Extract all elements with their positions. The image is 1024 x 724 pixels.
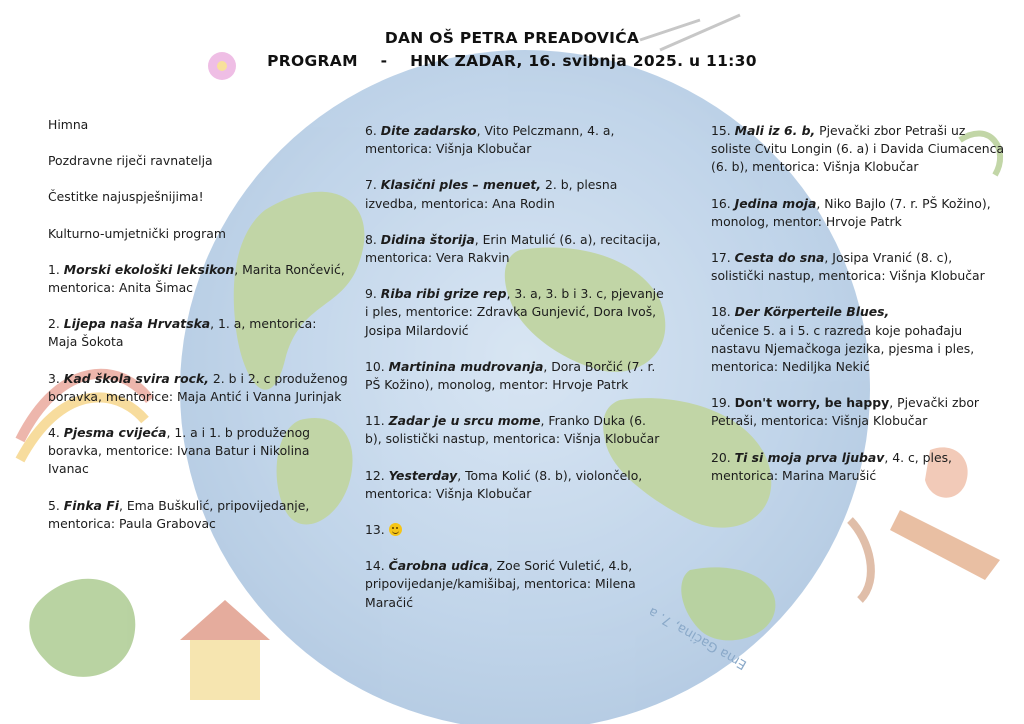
- program-item: 11. Zadar je u srcu mome, Franko Duka (6. b), solistički nastup, mentorica: Višnja Klobučar: [365, 413, 660, 447]
- program-item: 9. Riba ribi grize rep, 3. a, 3. b i 3. c, pjevanje i ples, mentorice: Zdravka Gunjević, Dora Ivoš, Josipa Milardović: [365, 286, 664, 338]
- intro-item: Čestitke najuspješnijima!: [48, 189, 204, 205]
- program-item: 12. Yesterday, Toma Kolić (8. b), violončelo, mentorica: Višnja Klobučar: [365, 467, 643, 501]
- smile-emoji-icon: [389, 523, 402, 536]
- intro-item: Kulturno-umjetnički program: [48, 225, 226, 241]
- page-title: DAN OŠ PETRA PREADOVIĆA: [384, 29, 640, 47]
- program-item: 15. Mali iz 6. b, Pjevački zbor Petraši uz soliste Cvitu Longin (6. a) i Davida Ciumacenca (6. b), mentorica: Višnja Klobučar: [711, 123, 1005, 175]
- program-item: 20. Ti si moja prva ljubav, 4. c, ples, mentorica: Marina Marušić: [711, 449, 952, 483]
- intro-item: Pozdravne riječi ravnatelja: [48, 153, 213, 169]
- program-item: 1. Morski ekološki leksikon, Marita Rončević, mentorica: Anita Šimac: [48, 261, 345, 296]
- program-column-3: [711, 122, 1006, 503]
- program-item: 4. Pjesma cvijeća, 1. a i 1. b produženog boravka, mentorice: Ivana Batur i Nikolina Ivanac: [48, 425, 311, 477]
- program-item: 16. Jedina moja, Niko Bajlo (7. r. PŠ Kožino), monolog, mentor: Hrvoje Patrk: [711, 195, 991, 229]
- program-item: 17. Cesta do sna, Josipa Vranić (8. c), solistički nastup, mentorica: Višnja Klobučar: [711, 250, 985, 284]
- program-column-2: [365, 122, 665, 630]
- program-item: 10. Martinina mudrovanja, Dora Borčić (7. r. PŠ Kožino), monolog, mentor: Hrvoje Patrk: [365, 358, 656, 393]
- program-column-1: [48, 116, 348, 551]
- program-item: 13.: [365, 521, 665, 539]
- program-item: 8. Didina štorija, Erin Matulić (6. a), recitacija, mentorica: Vera Rakvin: [365, 231, 661, 266]
- program-item: 18. Der Körperteile Blues, učenice 5. a i 5. c razreda koje pohađaju nastavu Njemačkoga jezika, pjesma i ples, mentorica: Nediljka Nekić: [711, 304, 975, 375]
- program-item: 2. Lijepa naša Hrvatska, 1. a, mentorica: Maja Šokota: [48, 316, 317, 350]
- intro-item: Himna: [48, 117, 89, 132]
- program-item: 3. Kad škola svira rock, 2. b i 2. c produženog boravka, mentorice: Maja Antić i Vanna Jurinjak: [48, 370, 348, 404]
- page-subtitle: PROGRAM - HNK ZADAR, 16. svibnja 2025. u 11:30: [267, 52, 757, 70]
- program-item: 6. Dite zadarsko, Vito Pelczmann, 4. a, mentorica: Višnja Klobučar: [365, 123, 615, 157]
- program-item: 14. Čarobna udica, Zoe Sorić Vuletić, 4.b, pripovijedanje/kamišibaj, mentorica: Milena Maračić: [365, 558, 636, 610]
- program-item: 19. Don't worry, be happy, Pjevački zbor Petraši, mentorica: Višnja Klobučar: [711, 395, 979, 429]
- artist-credit: Ema Gaćina, 7. a: [646, 603, 750, 672]
- program-item: 7. Klasični ples – menuet, 2. b, plesna izvedba, mentorica: Ana Rodin: [365, 177, 618, 211]
- program-item: 5. Finka Fi, Ema Buškulić, pripovijedanje, mentorica: Paula Grabovac: [48, 497, 310, 531]
